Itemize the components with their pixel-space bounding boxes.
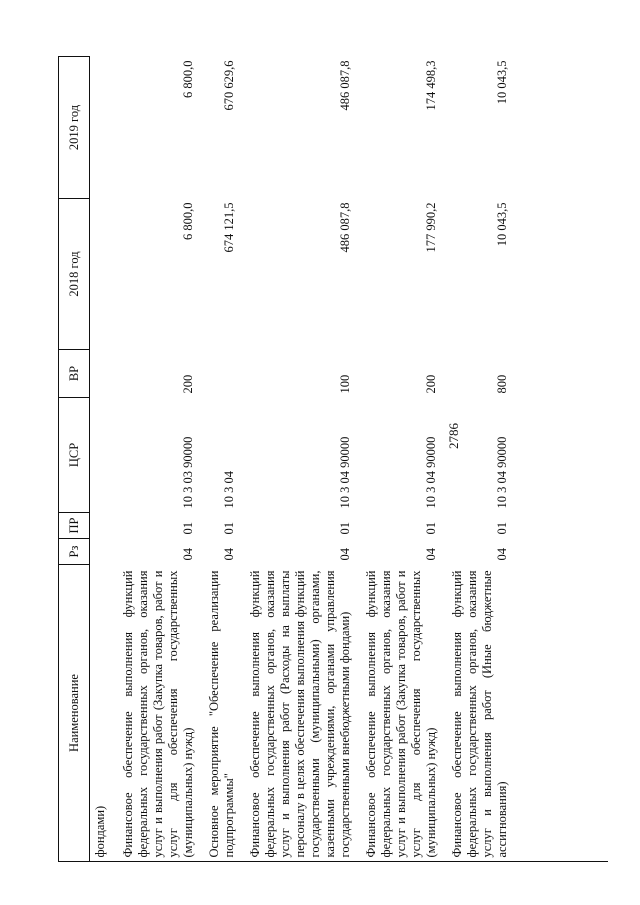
row-vr: 800 bbox=[495, 374, 509, 394]
row-2018: 10 043,5 bbox=[495, 202, 509, 247]
budget-table bbox=[58, 56, 512, 862]
header-vr: ВР bbox=[59, 350, 90, 398]
row-2019: 486 087,8 bbox=[338, 60, 352, 111]
table-left-border bbox=[58, 861, 608, 862]
header-rz: Рз bbox=[59, 539, 90, 565]
row-name: Финансовое обеспечение выполнения функций федеральных государственных органов, оказания услуг и выполнения работ (Закупка товаров, работ и услуг для обеспечения государственных (муниципальных) нужд) bbox=[364, 570, 438, 858]
row-2019: 174 498,3 bbox=[424, 60, 438, 111]
header-2019: 2019 год bbox=[59, 57, 90, 199]
table-header-row bbox=[59, 57, 90, 862]
header-name: Наименование bbox=[59, 565, 90, 862]
row-pr: 01 bbox=[495, 522, 509, 535]
table-row-continuation bbox=[90, 57, 113, 862]
row-2018: 486 087,8 bbox=[338, 202, 352, 253]
row-2019: 6 800,0 bbox=[181, 60, 195, 98]
header-csr: ЦСР bbox=[59, 398, 90, 513]
row-pr: 01 bbox=[424, 522, 438, 535]
table-row bbox=[355, 57, 441, 862]
rotated-table-container bbox=[58, 57, 608, 862]
row-csr: 10 3 04 90000 bbox=[338, 436, 352, 509]
row-vr: 100 bbox=[338, 374, 352, 394]
row-name: Финансовое обеспечение выполнения функций федеральных государственных органов, оказания услуг и выполнения работ (Закупка товаров, работ и услуг для обеспечения государственных (муниципальных) нужд) bbox=[121, 570, 195, 858]
row-rz: 04 bbox=[338, 548, 352, 561]
row-vr: 200 bbox=[424, 374, 438, 394]
table-row bbox=[112, 57, 198, 862]
row-rz: 04 bbox=[222, 548, 236, 561]
budget-table-frame bbox=[58, 57, 608, 862]
row-vr: 200 bbox=[181, 374, 195, 394]
table-row bbox=[198, 57, 239, 862]
row-pr: 01 bbox=[338, 522, 352, 535]
row-rz: 04 bbox=[495, 548, 509, 561]
row-pr: 01 bbox=[222, 522, 236, 535]
row-pr: 01 bbox=[181, 522, 195, 535]
continuation-text: фондами) bbox=[93, 805, 107, 858]
row-csr: 10 3 04 90000 bbox=[495, 436, 509, 509]
row-csr: 10 3 04 bbox=[222, 471, 236, 509]
table-row bbox=[239, 57, 355, 862]
row-2019: 670 629,6 bbox=[222, 60, 236, 111]
row-csr: 10 3 04 90000 bbox=[424, 436, 438, 509]
header-2018: 2018 год bbox=[59, 199, 90, 350]
header-pr: ПР bbox=[59, 513, 90, 539]
row-name: Финансовое обеспечение выполнения функций федеральных государственных органов, оказания услуг и выполнения работ (Расходы на выплаты персоналу в целях обеспечения выполнения функций государственными (муниципальными) органами, казенными учреждениями, органами управления государственными внебюджетными фондами) bbox=[248, 570, 352, 858]
row-2019: 10 043,5 bbox=[495, 60, 509, 105]
row-name: Основное мероприятие "Обеспечение реализации подпрограммы" bbox=[207, 570, 236, 858]
row-rz: 04 bbox=[181, 548, 195, 561]
table-row bbox=[441, 57, 512, 862]
row-csr: 10 3 03 90000 bbox=[181, 436, 195, 509]
row-vr bbox=[198, 350, 239, 398]
row-rz: 04 bbox=[424, 548, 438, 561]
row-2018: 674 121,5 bbox=[222, 202, 236, 253]
row-name: Финансовое обеспечение выполнения функций федеральных государственных органов, оказания услуг и выполнения работ (Иные бюджетные ассигнования) bbox=[450, 570, 509, 858]
page-number: 2786 bbox=[446, 423, 461, 449]
row-2018: 6 800,0 bbox=[181, 202, 195, 240]
row-2018: 177 990,2 bbox=[424, 202, 438, 253]
